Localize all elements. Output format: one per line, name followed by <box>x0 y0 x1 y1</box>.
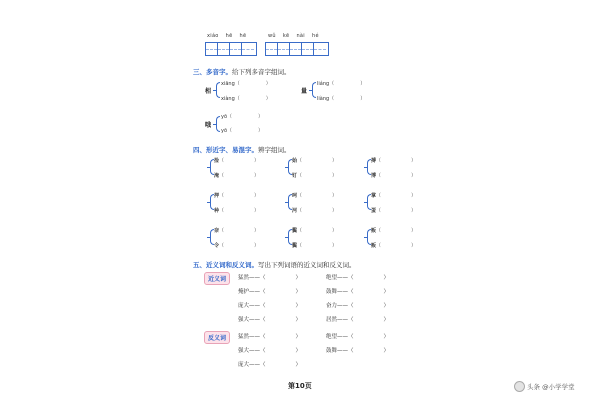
antonym-item[interactable]: 绝望——（ ） <box>326 334 390 340</box>
watermark <box>514 381 575 392</box>
reading-blank[interactable]: yō（ ） <box>221 114 264 120</box>
char-pair-item[interactable]: 始（ ） <box>292 158 338 164</box>
char-pair-item[interactable]: 贩（ ） <box>371 243 417 249</box>
section-number: 五、 <box>193 261 206 269</box>
char-pair-item[interactable]: 淹（ ） <box>214 173 260 179</box>
antonym-item[interactable]: 猛然——（ ） <box>238 334 302 340</box>
char-pair-item[interactable]: 鬓（ ） <box>292 228 338 234</box>
section-keyword: 形近字、易混字。 <box>206 146 258 154</box>
section-instruction: 辨字组词。 <box>258 146 291 154</box>
section-number: 三、 <box>193 68 206 76</box>
char-pair-item[interactable]: 河（ ） <box>292 208 338 214</box>
section-3-heading <box>193 67 291 76</box>
synonym-item[interactable]: 掩护——（ ） <box>238 289 302 295</box>
watermark-text: 头条 @小学学堂 <box>527 383 575 391</box>
antonym-tag: 反义词 <box>204 331 230 344</box>
reading-blank[interactable]: xiàng（ ） <box>221 96 271 102</box>
char-pair-item[interactable]: 掌（ ） <box>371 193 417 199</box>
char-pair-item[interactable]: 呵（ ） <box>292 193 338 199</box>
pinyin-syllable: xiáo <box>207 33 219 39</box>
section-instruction: 写出下列词语的近义词和反义词。 <box>258 261 356 269</box>
reading-blank[interactable]: liàng（ ） <box>317 96 366 102</box>
reading-blank[interactable]: xiāng（ ） <box>221 81 271 87</box>
page-number: 第10页 <box>288 382 312 390</box>
polyphone-char: 相 <box>205 88 212 95</box>
section-5-heading <box>193 260 356 269</box>
section-keyword: 多音字。 <box>206 68 232 76</box>
pinyin-right <box>268 33 328 39</box>
brace <box>216 82 220 98</box>
char-pair-item[interactable]: 种（ ） <box>214 208 260 214</box>
pinyin-syllable: kē <box>282 33 290 39</box>
synonym-item[interactable]: 鼓舞——（ ） <box>326 289 390 295</box>
section-instruction: 给下列多音字组词。 <box>232 68 291 76</box>
writing-grid-right <box>265 42 329 56</box>
brace <box>216 116 220 132</box>
pinyin-syllable: hé <box>311 33 319 39</box>
pinyin-syllable: hē <box>225 33 233 39</box>
watermark-avatar-icon <box>514 381 525 392</box>
synonym-item[interactable]: 绝望——（ ） <box>326 275 390 281</box>
char-pair-item[interactable]: 令（ ） <box>214 243 260 249</box>
reading-blank[interactable]: liáng（ ） <box>317 81 366 87</box>
pinyin-syllable: nài <box>296 33 305 39</box>
char-pair-item[interactable]: 贩（ ） <box>371 228 417 234</box>
polyphone-char: 量 <box>301 88 308 95</box>
char-pair-item[interactable]: 捡（ ） <box>214 158 260 164</box>
pinyin-syllable: wǔ <box>268 33 276 39</box>
char-pair-item[interactable]: 博（ ） <box>371 173 417 179</box>
section-keyword: 近义词和反义词。 <box>206 261 258 269</box>
char-pair-item[interactable]: 鬓（ ） <box>292 243 338 249</box>
reading-blank[interactable]: yō（ ） <box>221 128 264 134</box>
char-pair-item[interactable]: 押（ ） <box>214 193 260 199</box>
synonym-item[interactable]: 强大——（ ） <box>238 317 302 323</box>
pinyin-syllable: hē <box>239 33 247 39</box>
synonym-item[interactable]: 奋力——（ ） <box>326 303 390 309</box>
synonym-item[interactable]: 庞大——（ ） <box>238 303 302 309</box>
char-pair-item[interactable]: 搏（ ） <box>371 158 417 164</box>
pinyin-left <box>207 33 267 39</box>
antonym-item[interactable]: 强大——（ ） <box>238 348 302 354</box>
section-4-heading <box>193 145 291 154</box>
synonym-item[interactable]: 猛然——（ ） <box>238 275 302 281</box>
antonym-item[interactable]: 鼓舞——（ ） <box>326 348 390 354</box>
char-pair-item[interactable]: 钉（ ） <box>292 173 338 179</box>
synonym-tag: 近义词 <box>204 272 230 285</box>
polyphone-char: 哦 <box>205 122 212 129</box>
antonym-item[interactable]: 庞大——（ ） <box>238 362 302 368</box>
char-pair-item[interactable]: 奈（ ） <box>214 228 260 234</box>
char-pair-item[interactable]: 蛋（ ） <box>371 208 417 214</box>
writing-grid-left <box>205 42 257 56</box>
section-number: 四、 <box>193 146 206 154</box>
synonym-item[interactable]: 居然——（ ） <box>326 317 390 323</box>
brace <box>312 82 316 98</box>
